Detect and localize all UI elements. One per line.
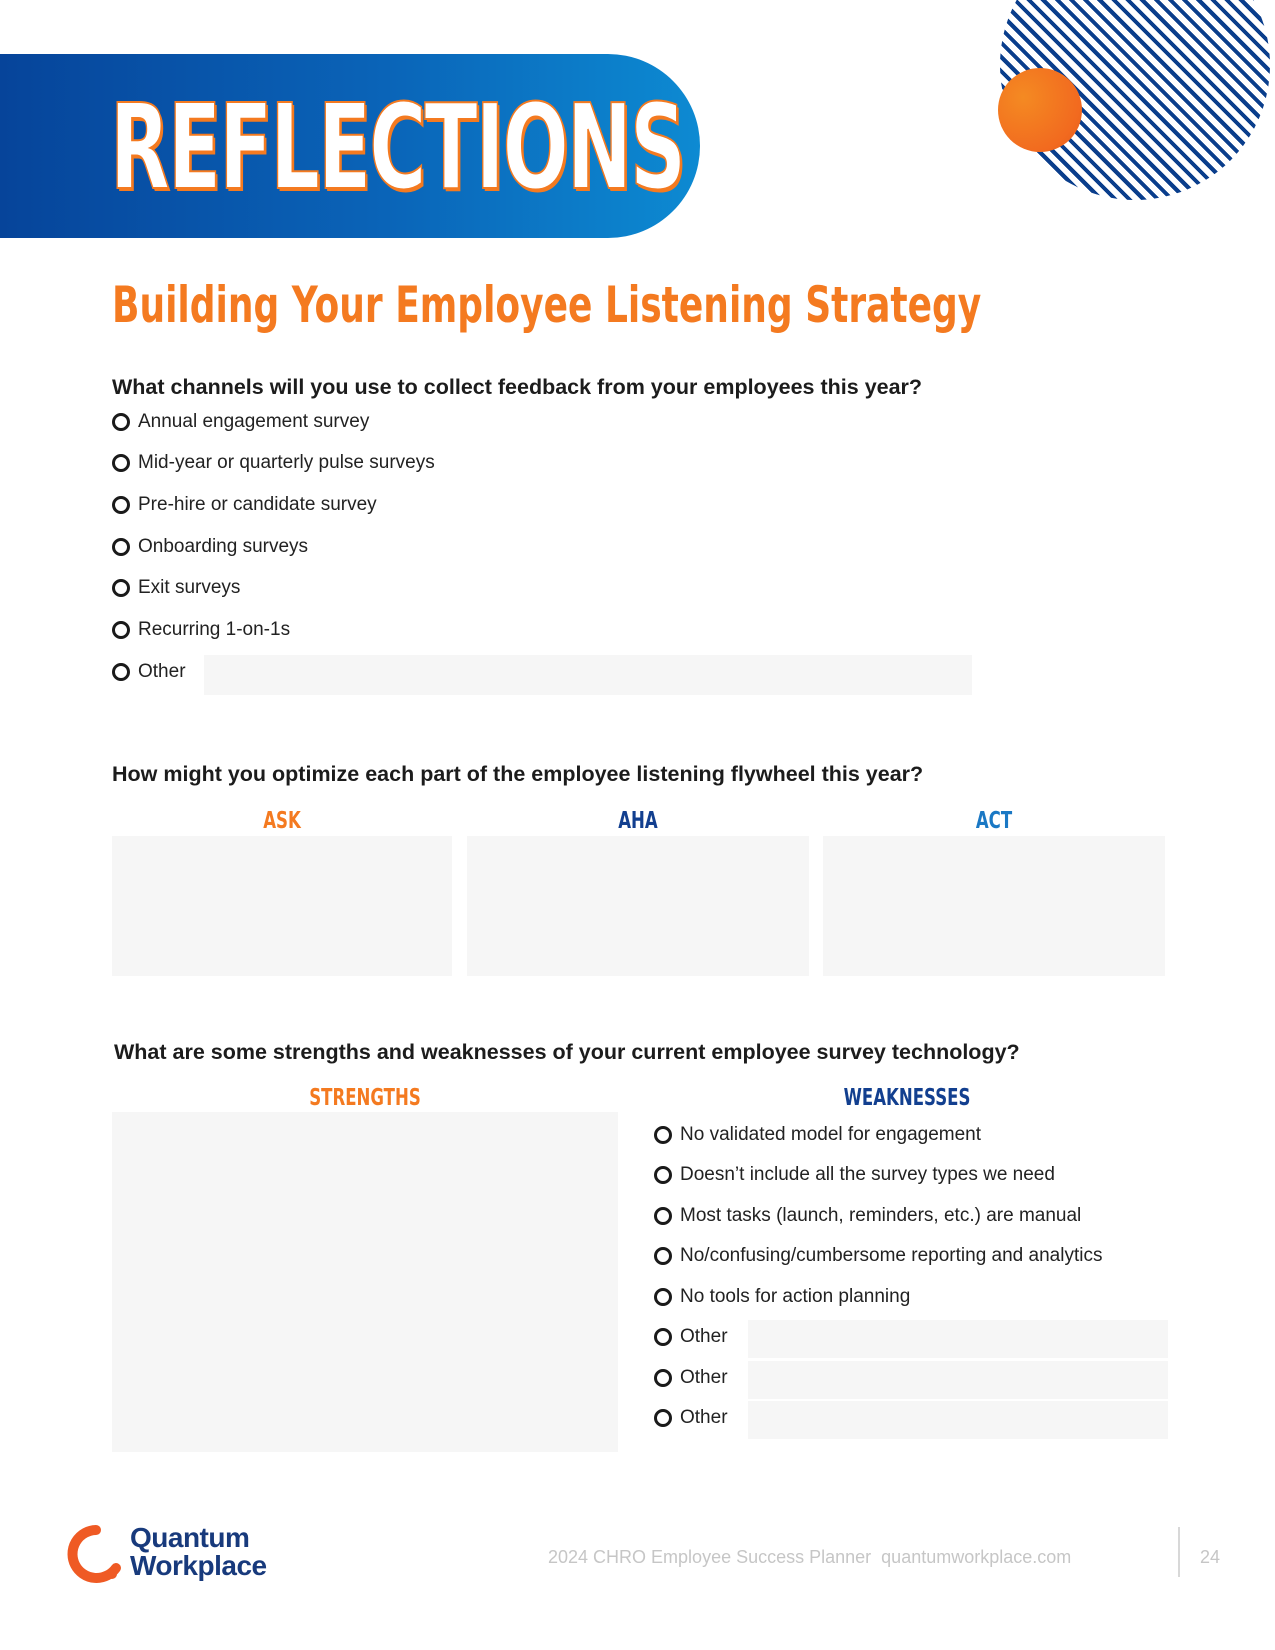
footer-divider (1178, 1527, 1180, 1577)
radio-circle-icon[interactable] (654, 1369, 672, 1387)
weakness-other-1-field[interactable] (748, 1320, 1168, 1358)
option-label: Exit surveys (138, 577, 241, 598)
radio-circle-icon[interactable] (112, 413, 130, 431)
ask-text-area[interactable] (112, 836, 452, 976)
option-label: Mid-year or quarterly pulse surveys (138, 452, 435, 473)
option-label: Pre-hire or candidate survey (138, 494, 377, 515)
option-other[interactable] (112, 660, 186, 684)
option-label: Other (680, 1326, 728, 1347)
footer-website[interactable]: quantumworkplace.com (881, 1547, 1072, 1567)
radio-circle-icon[interactable] (654, 1126, 672, 1144)
weakness-no-validated-model[interactable] (654, 1123, 981, 1147)
weakness-other-2[interactable] (654, 1366, 728, 1390)
section-subtitle: Building Your Employee Listening Strategy (112, 276, 982, 334)
weakness-no-action-planning[interactable] (654, 1285, 910, 1309)
footer-document-info (548, 1547, 1071, 1568)
radio-circle-icon[interactable] (654, 1288, 672, 1306)
column-label-act: ACT (975, 808, 1013, 834)
weakness-other-3[interactable] (654, 1406, 728, 1430)
option-label: No/confusing/cumbersome reporting and analytics (680, 1245, 1103, 1266)
weakness-other-3-field[interactable] (748, 1401, 1168, 1439)
radio-circle-icon[interactable] (112, 663, 130, 681)
option-label: Onboarding surveys (138, 536, 309, 557)
radio-circle-icon[interactable] (112, 454, 130, 472)
radio-circle-icon[interactable] (654, 1409, 672, 1427)
act-text-area[interactable] (823, 836, 1165, 976)
radio-circle-icon[interactable] (654, 1247, 672, 1265)
option-label: Other (680, 1407, 728, 1428)
page-number: 24 (1200, 1547, 1221, 1567)
column-label-ask: ASK (263, 808, 301, 834)
option-recurring-1on1s[interactable] (112, 618, 290, 642)
option-annual-engagement-survey[interactable] (112, 410, 369, 434)
radio-circle-icon[interactable] (112, 496, 130, 514)
weaknesses-label: WEAKNESSES (843, 1085, 971, 1111)
footer-doc-title: 2024 CHRO Employee Success Planner (548, 1547, 872, 1567)
radio-circle-icon[interactable] (112, 621, 130, 639)
weakness-other-1[interactable] (654, 1325, 728, 1349)
aha-text-area[interactable] (467, 836, 809, 976)
other-text-field[interactable] (204, 655, 972, 695)
option-label: Other (680, 1367, 728, 1388)
option-label: Recurring 1-on-1s (138, 619, 291, 640)
weakness-reporting-analytics[interactable] (654, 1244, 1102, 1268)
radio-circle-icon[interactable] (112, 538, 130, 556)
option-label: Most tasks (launch, reminders, etc.) are manual (680, 1205, 1082, 1226)
page-title: REFLECTIONS (110, 78, 685, 216)
radio-circle-icon[interactable] (654, 1207, 672, 1225)
weakness-missing-survey-types[interactable] (654, 1163, 1055, 1187)
radio-circle-icon[interactable] (112, 579, 130, 597)
option-label: Other (138, 661, 186, 682)
strengths-label: STRENGTHS (309, 1085, 421, 1111)
strengths-text-area[interactable] (112, 1112, 618, 1452)
quantum-workplace-logo-icon (66, 1524, 126, 1584)
column-label-aha: AHA (618, 808, 658, 834)
weakness-manual-tasks[interactable] (654, 1204, 1081, 1228)
option-exit-surveys[interactable] (112, 576, 240, 600)
option-label: Annual engagement survey (138, 411, 370, 432)
option-label: No validated model for engagement (680, 1124, 982, 1145)
radio-circle-icon[interactable] (654, 1166, 672, 1184)
decorative-orange-dot (998, 68, 1082, 152)
weakness-other-2-field[interactable] (748, 1361, 1168, 1399)
option-pulse-surveys[interactable] (112, 451, 435, 475)
question-channels: What channels will you use to collect feedback from your employees this year? (112, 375, 923, 399)
question-survey-technology: What are some strengths and weaknesses of your current employee survey technology? (114, 1040, 1020, 1064)
logo-wordmark: Quantum Workplace (130, 1522, 267, 1581)
radio-circle-icon[interactable] (654, 1328, 672, 1346)
option-label: Doesn’t include all the survey types we need (680, 1164, 1055, 1185)
option-onboarding-surveys[interactable] (112, 535, 308, 559)
question-flywheel: How might you optimize each part of the employee listening flywheel this year? (112, 762, 924, 786)
option-pre-hire-survey[interactable] (112, 493, 377, 517)
option-label: No tools for action planning (680, 1286, 911, 1307)
